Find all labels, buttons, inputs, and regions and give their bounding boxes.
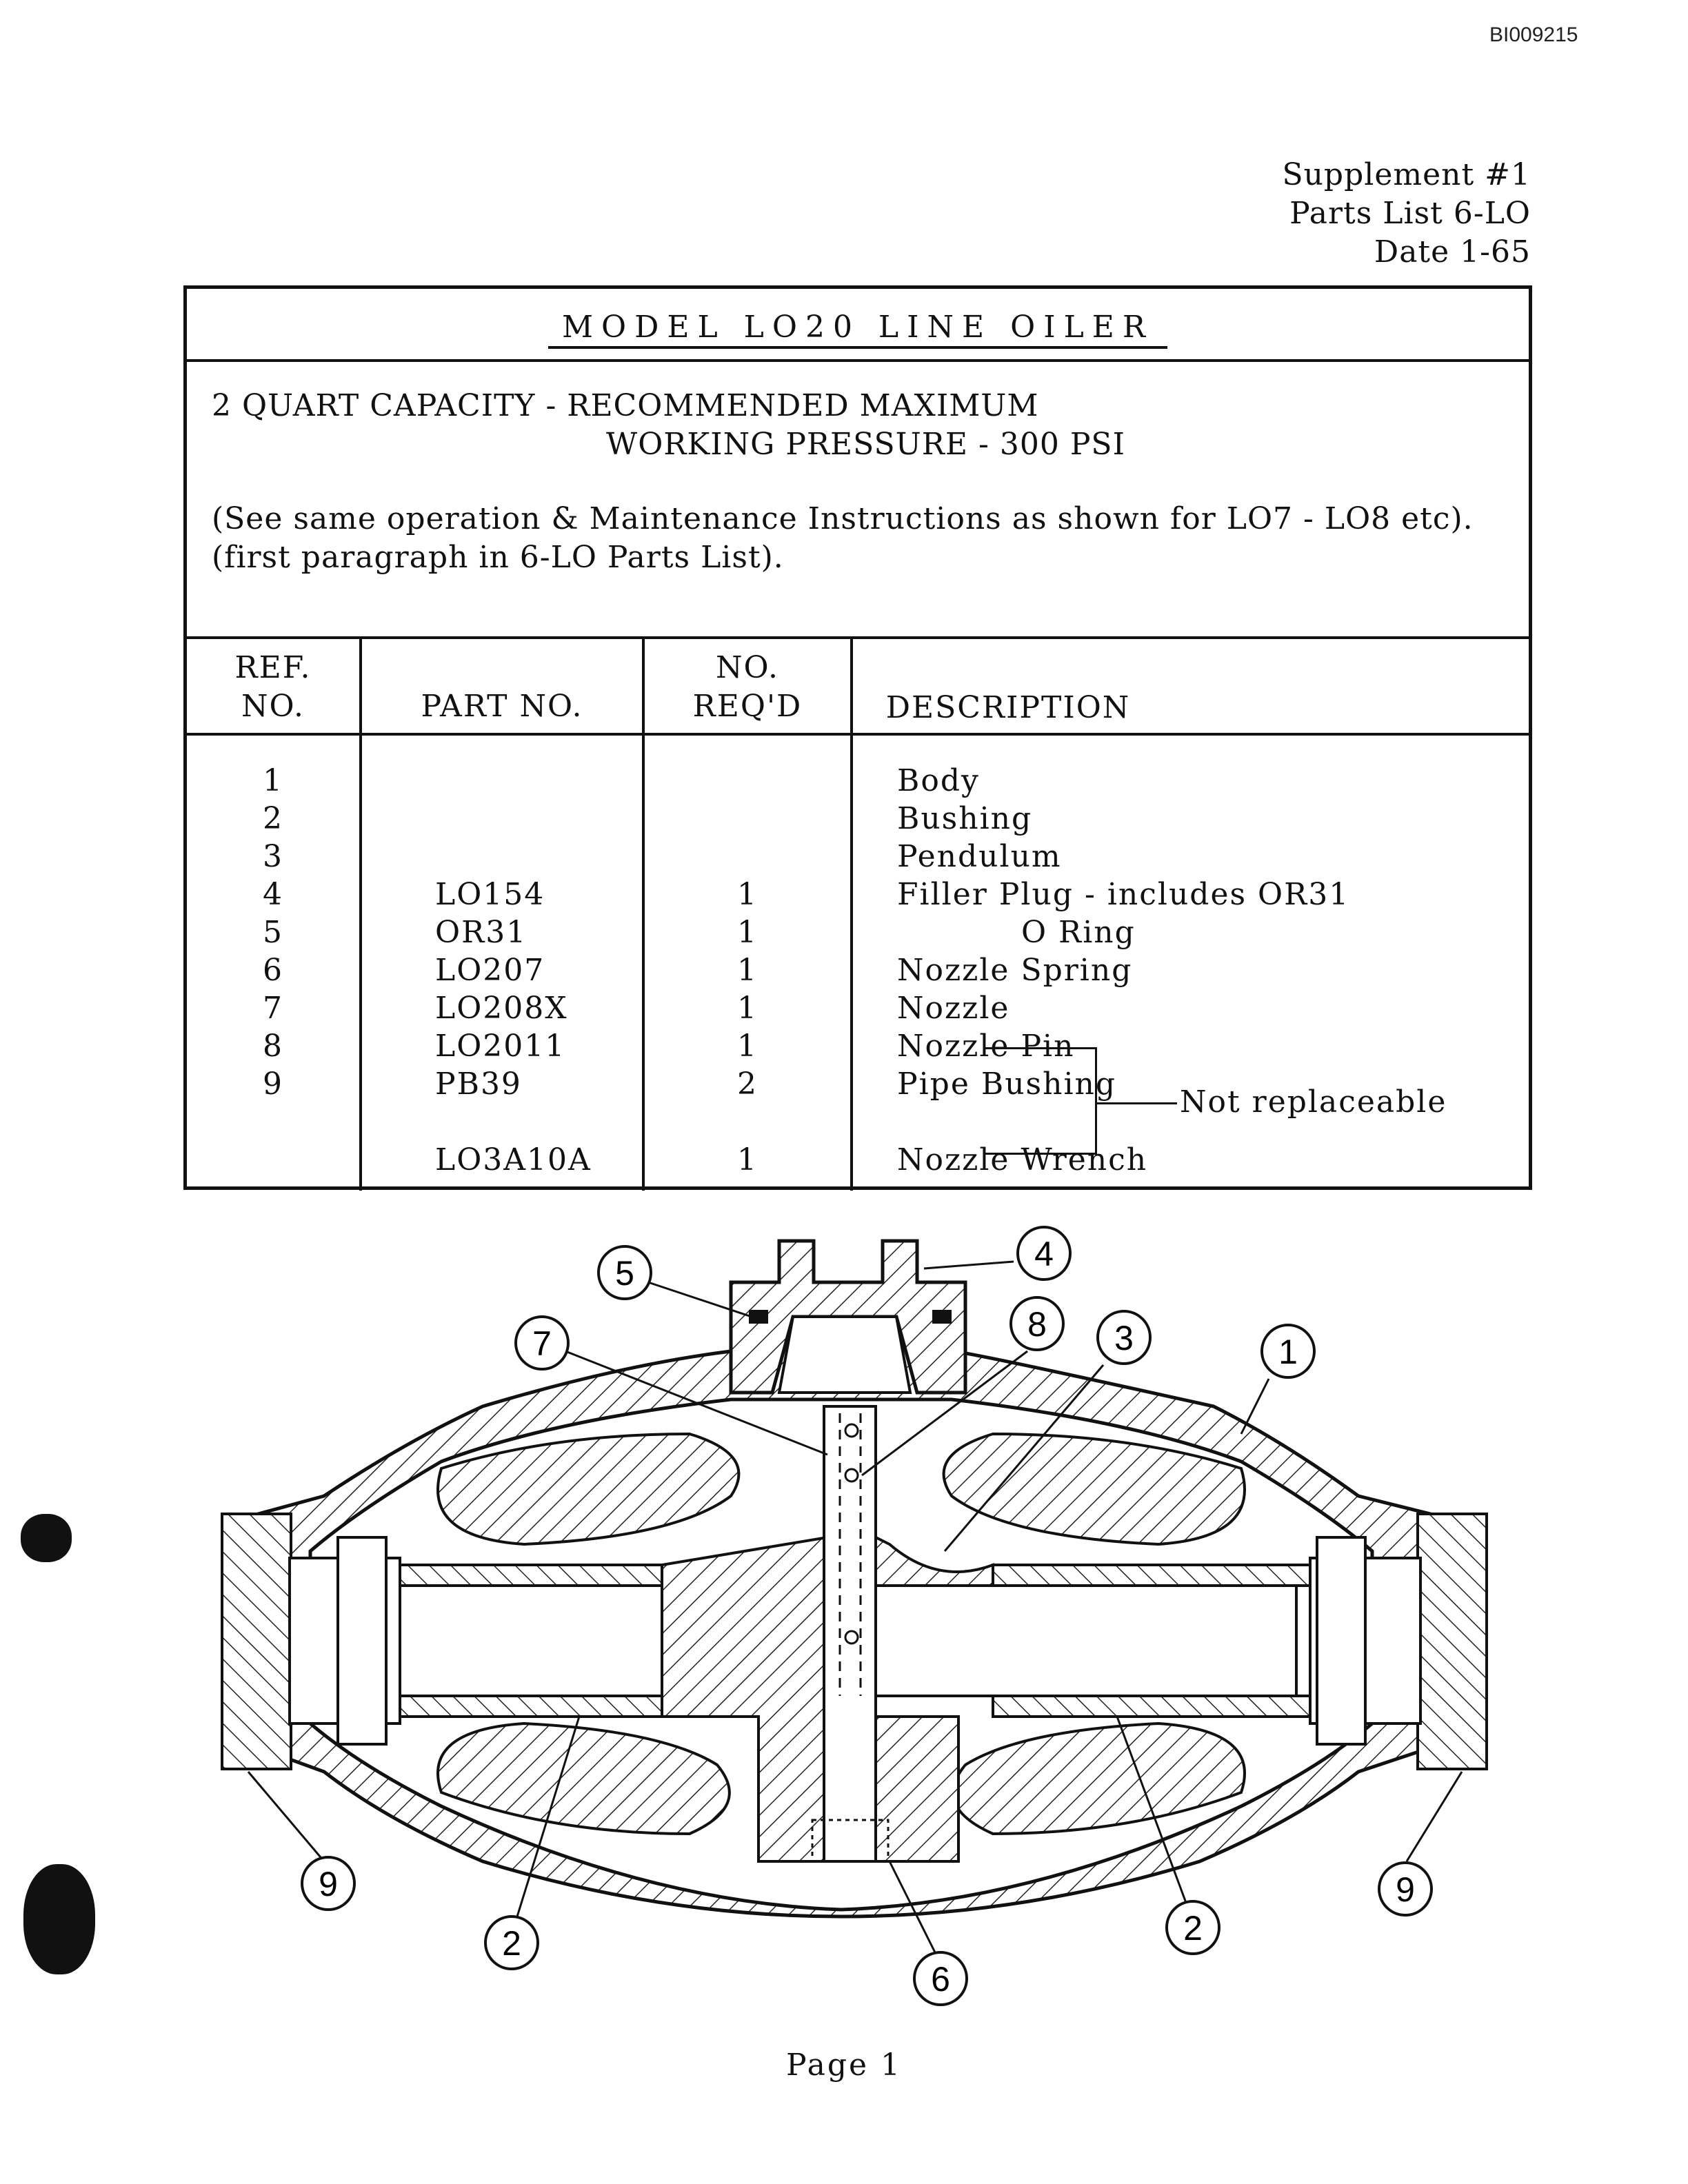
table-cell-qty: 1 bbox=[737, 1029, 758, 1064]
left-bushing-bottom bbox=[386, 1696, 696, 1717]
table-cell-qty: 1 bbox=[737, 915, 758, 950]
svg-text:9: 9 bbox=[1396, 1870, 1415, 1909]
table-cell-desc: Nozzle Spring bbox=[897, 953, 1133, 988]
callout-7 bbox=[516, 1317, 568, 1369]
table-cell-ref: 9 bbox=[263, 1066, 283, 1102]
right-bushing-top bbox=[993, 1565, 1310, 1586]
table-cell-desc: Nozzle Pin bbox=[897, 1029, 1075, 1064]
table-cell-part: LO154 bbox=[435, 877, 545, 912]
document-id: BI009215 bbox=[1489, 23, 1578, 46]
svg-text:1: 1 bbox=[1278, 1333, 1298, 1371]
callout-6 bbox=[914, 1952, 967, 2005]
table-cell-ref: 2 bbox=[263, 801, 283, 836]
right-bushing-flange bbox=[1317, 1537, 1365, 1744]
o-ring-left bbox=[749, 1310, 768, 1324]
header-description: DESCRIPTION bbox=[885, 690, 1131, 725]
table-cell-qty: 1 bbox=[737, 953, 758, 988]
svg-text:2: 2 bbox=[502, 1924, 521, 1963]
svg-text:2: 2 bbox=[1183, 1909, 1203, 1948]
capacity-line-1: 2 QUART CAPACITY - RECOMMENDED MAXIMUM bbox=[212, 388, 1039, 423]
table-cell-desc: Nozzle Wrench bbox=[897, 1142, 1148, 1177]
header-part-no: PART NO. bbox=[421, 689, 583, 724]
table-cell-desc: O Ring bbox=[1021, 915, 1136, 950]
plug-cavity bbox=[779, 1317, 910, 1393]
callout-2-right bbox=[1167, 1901, 1219, 1954]
callout-8 bbox=[1011, 1297, 1063, 1350]
table-cell-ref: 8 bbox=[263, 1029, 283, 1064]
right-pipe-bushing bbox=[1418, 1514, 1487, 1769]
scan-blot-1 bbox=[21, 1514, 72, 1562]
callout-3 bbox=[1098, 1311, 1150, 1364]
left-pipe-bushing bbox=[222, 1514, 291, 1769]
supplement-date: Date 1-65 bbox=[1374, 234, 1531, 270]
nozzle-stem bbox=[824, 1406, 876, 1861]
table-cell-qty: 1 bbox=[737, 1142, 758, 1177]
table-cell-ref: 3 bbox=[263, 839, 283, 874]
table-cell-desc: Nozzle bbox=[897, 991, 1010, 1026]
callout-9-right bbox=[1379, 1863, 1431, 1915]
callout-5 bbox=[599, 1246, 651, 1299]
callout-1 bbox=[1262, 1325, 1314, 1377]
page-number: Page 1 bbox=[785, 2048, 903, 2083]
left-bushing-top bbox=[386, 1565, 696, 1586]
table-cell-part: LO208X bbox=[435, 991, 568, 1026]
model-title: MODEL LO20 LINE OILER bbox=[187, 310, 1529, 345]
header-ref-no: REF. NO. bbox=[234, 650, 312, 724]
table-cell-ref: 7 bbox=[263, 991, 283, 1026]
table-cell-part: PB39 bbox=[435, 1066, 522, 1102]
table-cell-ref: 4 bbox=[263, 877, 283, 912]
header-no-reqd: NO. REQ'D bbox=[692, 650, 803, 724]
table-cell-ref: 5 bbox=[263, 915, 283, 950]
svg-text:5: 5 bbox=[615, 1254, 634, 1293]
svg-text:3: 3 bbox=[1114, 1319, 1134, 1357]
table-cell-part: OR31 bbox=[435, 915, 528, 950]
table-cell-part: LO207 bbox=[435, 953, 545, 988]
table-cell-desc: Pipe Bushing bbox=[897, 1066, 1117, 1102]
callout-4 bbox=[1018, 1227, 1070, 1280]
svg-text:8: 8 bbox=[1027, 1305, 1047, 1344]
supplement-number: Supplement #1 bbox=[1282, 157, 1531, 192]
right-bushing-bottom bbox=[993, 1696, 1310, 1717]
callout-9-left bbox=[302, 1857, 354, 1910]
note-line-2: (first paragraph in 6-LO Parts List). bbox=[212, 540, 784, 575]
scan-blot-2 bbox=[23, 1864, 95, 1974]
o-ring-right bbox=[932, 1310, 952, 1324]
svg-text:6: 6 bbox=[931, 1960, 950, 1999]
capacity-line-2: WORKING PRESSURE - 300 PSI bbox=[606, 427, 1125, 462]
table-cell-desc: Pendulum bbox=[897, 839, 1062, 874]
table-cell-desc: Filler Plug - includes OR31 bbox=[897, 877, 1350, 912]
not-replaceable-note: Not replaceable bbox=[1180, 1084, 1447, 1120]
table-cell-desc: Body bbox=[897, 763, 980, 798]
svg-text:9: 9 bbox=[319, 1865, 338, 1903]
svg-text:4: 4 bbox=[1034, 1235, 1054, 1273]
table-cell-qty: 1 bbox=[737, 877, 758, 912]
table-cell-qty: 2 bbox=[737, 1066, 758, 1102]
svg-text:7: 7 bbox=[532, 1324, 552, 1363]
callout-2-left bbox=[485, 1917, 538, 1969]
table-cell-part: LO2011 bbox=[435, 1029, 566, 1064]
table-cell-qty: 1 bbox=[737, 991, 758, 1026]
parts-list-reference: Parts List 6-LO bbox=[1289, 196, 1531, 231]
table-cell-part: LO3A10A bbox=[435, 1142, 592, 1177]
table-cell-ref: 1 bbox=[263, 763, 283, 798]
table-cell-ref: 6 bbox=[263, 953, 283, 988]
left-bushing-flange bbox=[338, 1537, 386, 1744]
note-line-1: (See same operation & Maintenance Instructions as shown for LO7 - LO8 etc). bbox=[212, 501, 1474, 536]
table-cell-desc: Bushing bbox=[897, 801, 1033, 836]
